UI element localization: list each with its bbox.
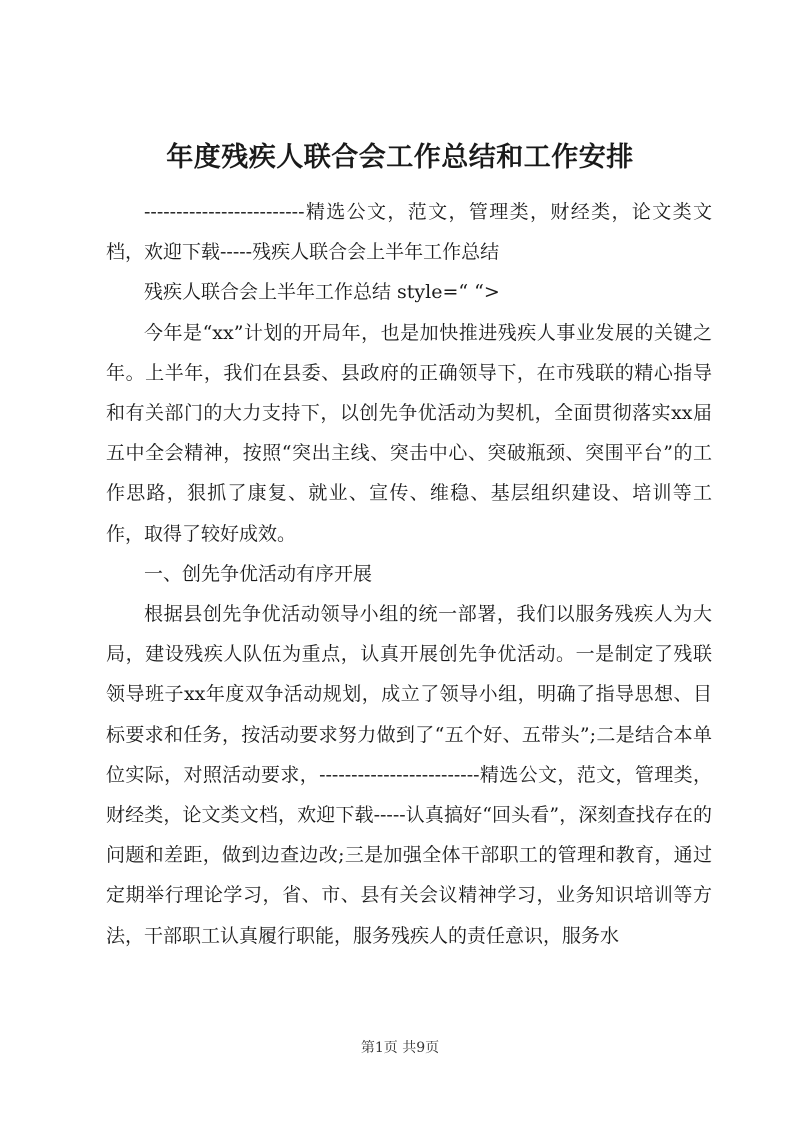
section-heading-1: 一、创先争优活动有序开展	[144, 562, 373, 585]
paragraph-subtitle: 残疾人联合会上半年工作总结 style=“ “>	[144, 281, 500, 304]
paragraph-intro: 今年是“xx”计划的开局年，也是加快推进残疾人事业发展的关键之年。上半年，我们在县委、县政府的正确领导下，在市残联的精心指导和有关部门的大力支持下，以创先争优活动为契机，全面贯彻落实xx届五中全会精神，按照“突出主线、突击中心、突破瓶颈、突围平台”的工作思路，狠抓了康复、就业、宣传、维稳、基层组织建设、培训等工作，取得了较好成效。	[106, 321, 712, 545]
page-number-footer: 第1页 共9页	[360, 1040, 440, 1056]
document-title: 年度残疾人联合会工作总结和工作安排	[166, 142, 634, 173]
paragraph-section-1: 根据县创先争优活动领导小组的统一部署，我们以服务残疾人为大局，建设残疾人队伍为重点，认真开展创先争优活动。一是制定了残联领导班子xx年度双争活动规划，成立了领导小组，明确了指导思想、目标要求和任务，按活动要求努力做到了“五个好、五带头”;二是结合本单位实际，对照活动要求，-------------------------精选公文，范文，管理类，财经类，论文类文档，欢迎下载-----认真搞好“回头看”，深刻查找存在的问题和差距，做到边查边改;三是加强全体干部职工的管理和教育，通过定期举行理论学习，省、市、县有关会议精神学习，业务知识培训等方法，干部职工认真履行职能，服务残疾人的责任意识，服务水	[106, 603, 712, 947]
paragraph-header-note: -------------------------精选公文，范文，管理类，财经类，论文类文档，欢迎下载-----残疾人联合会上半年工作总结	[106, 201, 712, 264]
document-body	[106, 192, 712, 956]
